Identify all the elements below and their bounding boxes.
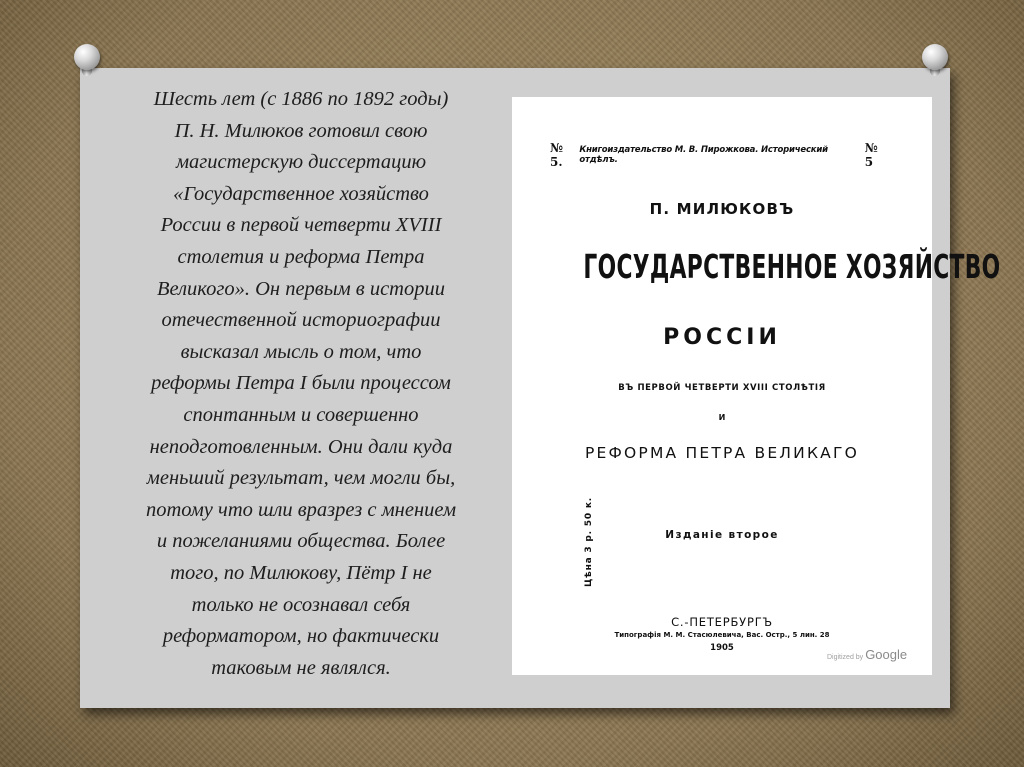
text-line: высказал мысль о том, что: [180, 340, 422, 363]
cover-title-line-2: РОССІИ: [663, 325, 781, 350]
watermark-text: Google: [865, 647, 908, 662]
cover-price: Цѣна 3 р. 50 к.: [584, 497, 594, 587]
pushpin-icon: [922, 44, 948, 78]
book-cover-image: [512, 97, 1001, 675]
text-line: столетия и реформа Петра: [177, 245, 425, 268]
text-line: «Государственное хозяйство: [173, 182, 429, 205]
text-line: Великого». Он первым в истории: [157, 277, 445, 300]
slide-text: [96, 84, 506, 679]
cover-year: 1905: [710, 643, 734, 653]
text-line: меньший результат, чем могли бы,: [146, 467, 456, 490]
text-line: потому что шли вразрез с мнением: [145, 498, 457, 521]
publisher-line: Книгоиздательство М. В. Пирожкова. Исторический отдѣлъ.: [579, 145, 828, 165]
cover-title-line-3: РЕФОРМА ПЕТРА ВЕЛИКАГО: [584, 444, 860, 462]
text-line: реформатором, но фактически: [162, 625, 440, 648]
cover-title-text: ГОСУДАРСТВЕННОЕ ХОЗЯЙСТВО: [583, 247, 1001, 286]
cover-conjunction: И: [718, 413, 726, 422]
text-line: неподготовленным. Они дали куда: [149, 435, 453, 458]
text-line: и пожеланиями общества. Более: [156, 530, 446, 553]
text-line: только не осознавал себя: [191, 593, 411, 616]
text-line: России в первой четверти XVIII: [160, 214, 442, 237]
cover-title-line-1: [512, 247, 1001, 297]
text-line: магистерскую диссертацию: [175, 151, 427, 174]
text-line: П. Н. Милюков готовил свою: [174, 119, 428, 142]
google-watermark: [827, 647, 907, 662]
cover-header: [550, 141, 890, 169]
series-number: № 5.: [550, 141, 564, 169]
text-line: того, по Милюкову, Пётр I не: [170, 561, 432, 584]
series-number: № 5: [864, 141, 878, 169]
pushpin-icon: [74, 44, 100, 78]
cover-edition: Изданіе второе: [665, 529, 779, 541]
text-line: таковым не являлся.: [211, 656, 391, 679]
cover-printer: Типографія М. М. Стасюлевича, Вас. Остр., 5 лин. 28: [614, 631, 830, 639]
cover-city: С.-ПЕТЕРБУРГЪ: [671, 615, 773, 629]
text-line: реформы Петра I были процессом: [151, 372, 451, 395]
cover-subtitle: ВЪ ПЕРВОЙ ЧЕТВЕРТИ XVIII СТОЛѢТІЯ: [618, 383, 826, 393]
watermark-prefix: Digitized by: [827, 654, 864, 661]
text-line: отечественной историографии: [161, 309, 441, 332]
cover-author: П. МИЛЮКОВЪ: [649, 200, 795, 218]
text-line: Шесть лет (с 1886 по 1892 годы): [153, 88, 449, 110]
text-line: спонтанным и совершенно: [183, 403, 419, 426]
